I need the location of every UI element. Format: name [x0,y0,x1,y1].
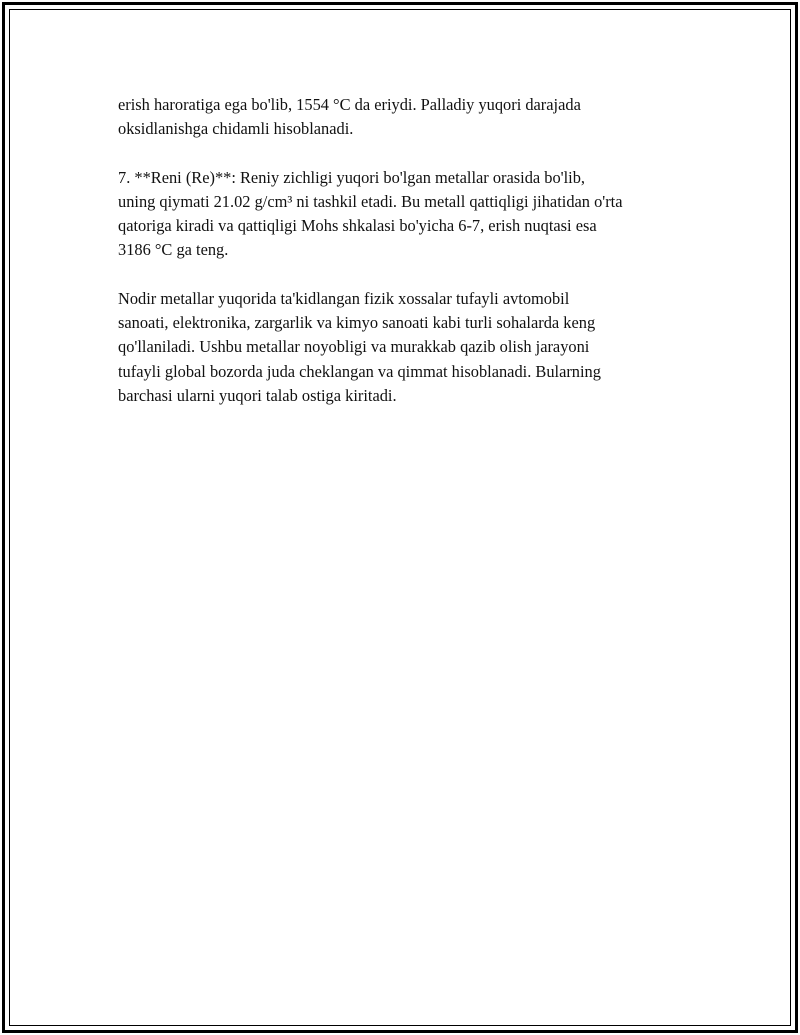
text-line: tufayli global bozorda juda cheklangan va qimmat hisoblanadi. Bularning [118,361,601,381]
text-line: uning qiymati 21.02 g/cm³ ni tashkil etadi. Bu metall qattiqligi jihatidan o'rta [118,191,623,211]
text-line: barchasi ularni yuqori talab ostiga kiritadi. [118,385,397,405]
text-line: erish haroratiga ega bo'lib, 1554 °C da eriydi. Palladiy yuqori darajada [118,95,581,114]
text-line: sanoati, elektronika, zargarlik va kimyo sanoati kabi turli sohalarda keng [118,313,596,333]
paragraph-conclusion [118,287,698,408]
text-line: Nodir metallar yuqorida ta'kidlangan fizik xossalar tufayli avtomobil [118,288,570,308]
text-line: 3186 °C ga teng. [118,240,229,260]
text-line: 7. **Reni (Re)**: Reniy zichligi yuqori bo'lgan metallar orasida bo'lib, [118,167,586,187]
text-line: oksidlanishga chidamli hisoblanadi. [118,119,354,139]
text-line: qo'llaniladi. Ushbu metallar noyobligi va murakkab qazib olish jarayoni [118,337,590,357]
text-line: qatoriga kiradi va qattiqligi Mohs shkalasi bo'yicha 6-7, erish nuqtasi esa [118,216,597,236]
document-body [118,93,698,432]
paragraph-rhenium [118,166,698,263]
paragraph-palladium-continued [118,93,698,142]
